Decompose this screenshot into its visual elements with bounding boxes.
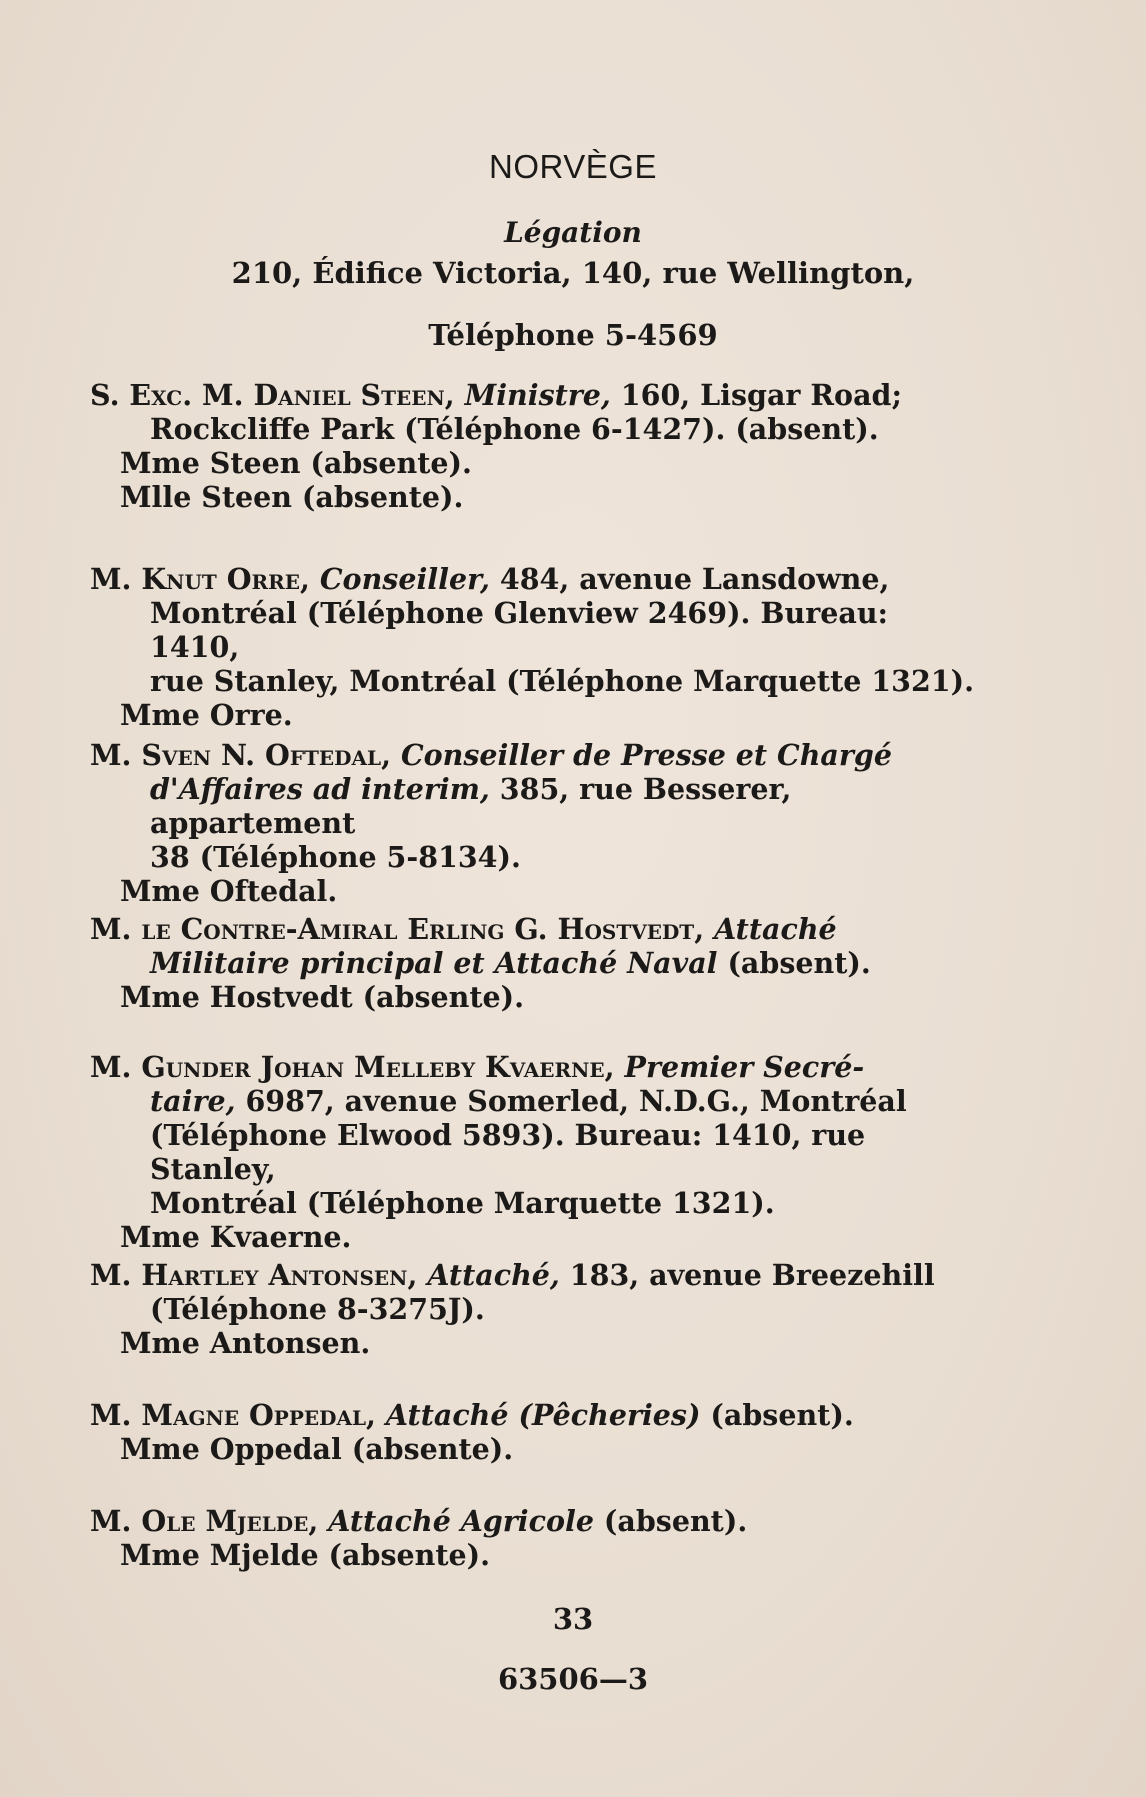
section-heading: Légation: [504, 216, 642, 249]
entry-line: Rockcliffe Park (Téléphone 6-1427). (absent).: [150, 412, 879, 446]
entry-line: [90, 1258, 980, 1292]
spouse-line: Mme Oppedal (absente).: [120, 1432, 514, 1466]
spouse-line: Mme Mjelde (absente).: [120, 1538, 491, 1572]
person-name: M. Gunder Johan Melleby Kvaerne,: [90, 1050, 615, 1084]
entry-line: [90, 562, 980, 596]
entry-line: Montréal (Téléphone Glenview 2469). Bureau: 1410,: [150, 596, 889, 664]
legation-address: 210, Édifice Victoria, 140, rue Wellington,: [231, 256, 915, 290]
entry-line: [90, 1050, 980, 1084]
directory-entry: [90, 378, 980, 514]
entry-address: 484, avenue Lansdowne,: [499, 562, 890, 596]
person-title-cont: taire,: [150, 1084, 236, 1118]
person-title: Premier Secré-: [624, 1050, 865, 1084]
print-code: 63506—3: [497, 1662, 649, 1696]
directory-entry: [90, 1398, 980, 1466]
entry-address: 385, rue Besserer, appartement: [150, 772, 792, 840]
entry-line: [90, 378, 980, 412]
entry-line: Montréal (Téléphone Marquette 1321).: [150, 1186, 775, 1220]
person-title-cont: d'Affaires ad interim,: [150, 772, 490, 806]
directory-entry: [90, 562, 980, 732]
directory-entry: [90, 1258, 980, 1360]
entry-line: [90, 946, 980, 980]
person-title: Conseiller de Presse et Chargé: [400, 738, 892, 772]
directory-entry: [90, 1050, 980, 1254]
person-title: Attaché (Pêcheries): [385, 1398, 701, 1432]
entry-line: [90, 1504, 980, 1538]
person-title: Ministre,: [464, 378, 611, 412]
entry-line: [90, 1398, 980, 1432]
entry-line: (Téléphone Elwood 5893). Bureau: 1410, rue Stanley,: [150, 1118, 866, 1186]
entry-address: 183, avenue Breezehill: [569, 1258, 935, 1292]
person-name: M. Hartley Antonsen,: [90, 1258, 418, 1292]
entry-status: (absent).: [727, 946, 871, 980]
person-name: M. Sven N. Oftedal,: [90, 738, 392, 772]
spouse-line: Mme Orre.: [120, 698, 293, 732]
person-title: Attaché: [714, 912, 837, 946]
entry-address: 6987, avenue Somerled, N.D.G., Montréal: [245, 1084, 907, 1118]
person-name: S. Exc. M. Daniel Steen,: [90, 378, 455, 412]
person-title: Conseiller,: [319, 562, 490, 596]
directory-entry: [90, 1504, 980, 1572]
person-title: Attaché,: [427, 1258, 560, 1292]
entry-line: (Téléphone 8-3275J).: [150, 1292, 485, 1326]
person-name: M. Knut Orre,: [90, 562, 310, 596]
entry-status: (absent).: [603, 1504, 748, 1538]
spouse-line: Mme Hostvedt (absente).: [120, 980, 525, 1014]
entry-line: [90, 912, 980, 946]
spouse-line: Mlle Steen (absente).: [120, 480, 464, 514]
spouse-line: Mme Oftedal.: [120, 874, 338, 908]
person-title-cont: Militaire principal et Attaché Naval: [150, 946, 718, 980]
entry-address: 160, Lisgar Road;: [620, 378, 902, 412]
person-title: Attaché Agricole: [328, 1504, 594, 1538]
spouse-line: Mme Kvaerne.: [120, 1220, 352, 1254]
country-heading: NORVÈGE: [489, 148, 657, 185]
entry-status: (absent).: [710, 1398, 854, 1432]
directory-entry: [90, 912, 980, 1014]
legation-phone: Téléphone 5-4569: [428, 318, 718, 352]
person-name: M. Ole Mjelde,: [90, 1504, 319, 1538]
person-name: M. Magne Oppedal,: [90, 1398, 376, 1432]
spouse-line: Mme Steen (absente).: [120, 446, 472, 480]
entry-line: 38 (Téléphone 5-8134).: [150, 840, 521, 874]
entry-line: rue Stanley, Montréal (Téléphone Marquette 1321).: [150, 664, 975, 698]
directory-entry: [90, 738, 980, 908]
page-number: 33: [552, 1602, 594, 1636]
entry-line: [90, 738, 980, 772]
person-name: M. le Contre-Amiral Erling G. Hostvedt,: [90, 912, 705, 946]
entry-line: [90, 772, 980, 840]
entry-line: [90, 1084, 980, 1118]
spouse-line: Mme Antonsen.: [120, 1326, 371, 1360]
